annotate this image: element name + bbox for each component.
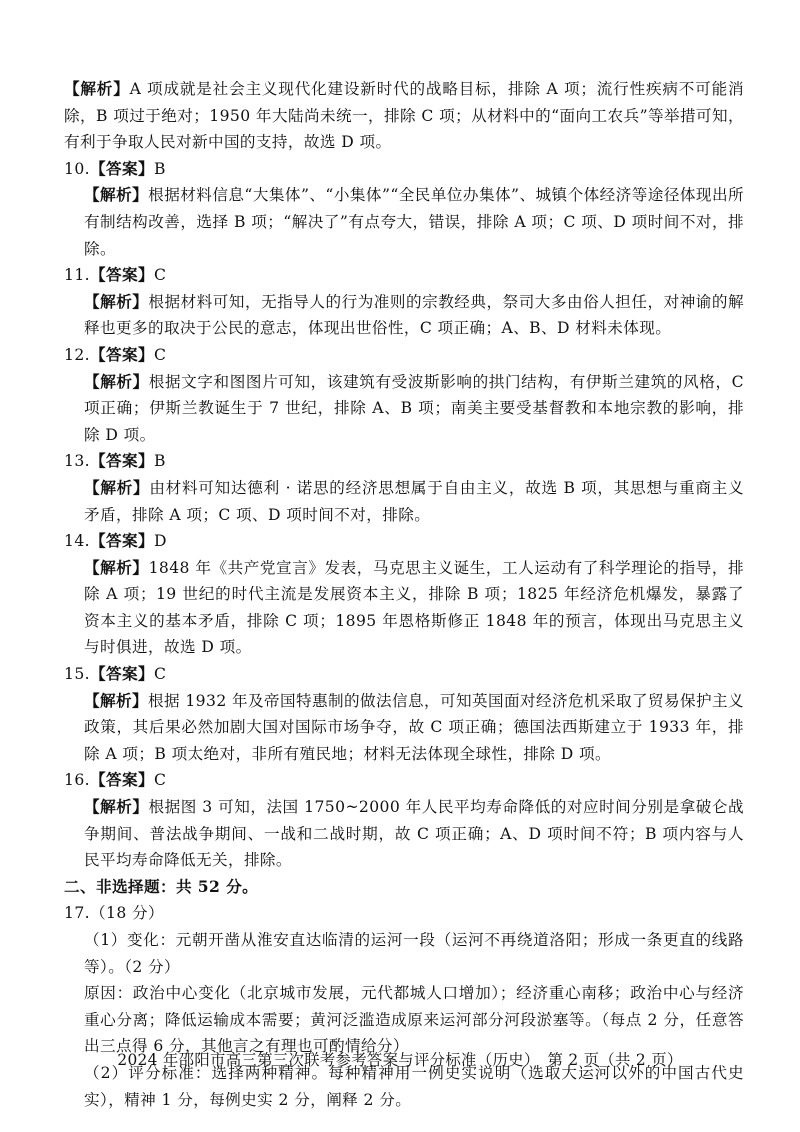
q10-analysis <box>64 182 744 262</box>
q12-answer <box>64 342 744 369</box>
question-number: 13. <box>64 452 90 471</box>
q15-answer <box>64 661 744 688</box>
answer-label: 【答案】 <box>90 344 154 364</box>
q17-part1-change: （1）变化：元朝开凿从淮安直达临清的运河一段（运河不再绕道洛阳；形成一条更直的线路等）。（2 分） <box>84 931 744 976</box>
answer-value: B <box>153 452 166 471</box>
question-number: 15. <box>64 665 90 684</box>
q15-analysis <box>64 688 744 768</box>
q13-analysis <box>64 475 744 528</box>
answer-label: 【答案】 <box>90 158 154 178</box>
analysis-label: 【解析】 <box>84 185 149 205</box>
q9-analysis <box>64 76 744 156</box>
answer-value: B <box>153 159 166 178</box>
answer-value: D <box>153 532 167 551</box>
question-number: 17. <box>64 904 90 923</box>
q14-answer <box>64 528 744 555</box>
answer-value: C <box>153 771 167 790</box>
analysis-label: 【解析】 <box>64 79 130 98</box>
analysis-label: 【解析】 <box>84 690 148 710</box>
q16-answer <box>64 767 744 794</box>
analysis-text: 根据图 3 可知，法国 1750~2000 年人民平均寿命降低的对应时间分别是拿破仑战争期间、普法战争期间、一战和二战时期，故 C 项正确；A、D 项时间不符；B 项内容与人民平均寿命降低无关，排除。 <box>84 798 744 870</box>
answer-value: C <box>153 266 167 285</box>
question-number: 16. <box>64 771 90 790</box>
analysis-label: 【解析】 <box>84 371 149 391</box>
question-number: 11. <box>64 266 90 285</box>
analysis-label: 【解析】 <box>84 477 150 497</box>
q16-analysis <box>64 794 744 874</box>
answer-value: C <box>153 665 167 684</box>
q11-analysis <box>64 289 744 342</box>
analysis-label: 【解析】 <box>84 797 149 817</box>
q12-analysis <box>64 369 744 449</box>
question-score: （18 分） <box>90 904 164 923</box>
analysis-text: 根据文字和图图片可知，该建筑有受波斯影响的拱门结构，有伊斯兰建筑的风格，C 项正确；伊斯兰教诞生于 7 世纪，排除 A、B 项；南美主要受基督教和本地宗教的影响，排除 D 项。 <box>84 372 744 444</box>
analysis-text: 1848 年《共产党宣言》发表，马克思主义诞生，工人运动有了科学理论的指导，排除 A 项；19 世纪的时代主流是发展资本主义，排除 B 项；1825 年经济危机爆发，暴露了资本主义的基本矛盾，排除 C 项；1895 年恩格斯修正 1848 年的预言，体现出马克思主义与时俱进，故选 D 项。 <box>84 558 744 657</box>
analysis-text: 由材料可知达德利 · 诺思的经济思想属于自由主义，故选 B 项，其思想与重商主义矛盾，排除 A 项；C 项、D 项时间不对，排除。 <box>84 478 744 524</box>
q17-header <box>64 900 744 927</box>
answer-value: C <box>153 345 167 364</box>
analysis-text: 根据材料信息“大集体”、“小集体”“全民单位办集体”、城镇个体经济等途径体现出所有制结构改善，选择 B 项；“解决了”有点夸大，错误，排除 A 项；C 项、D 项时间不对，排除。 <box>84 186 744 258</box>
q14-analysis <box>64 555 744 661</box>
analysis-text: 根据 1932 年及帝国特惠制的做法信息，可知英国面对经济危机采取了贸易保护主义政策，其后果必然加剧大国对国际市场争夺，故 C 项正确；德国法西斯建立于 1933 年，排除 A 项；B 项太绝对，非所有殖民地；材料无法体现全球性，排除 D 项。 <box>84 691 744 763</box>
q10-answer <box>64 156 744 183</box>
q17-part1-reason: 原因：政治中心变化（北京城市发展，元代都城人口增加）；经济重心南移；政治中心与经济重心分离；降低运输成本需要；黄河泛滥造成原来运河部分河段淤塞等。（每点 2 分，任意答出三点得 6 分，其他言之有理也可酌情给分） <box>84 984 744 1056</box>
answer-label: 【答案】 <box>90 265 154 285</box>
page-footer: 2024 年邵阳市高三第三次联考参考答案与评分标准（历史） 第 2 页（共 2 页） <box>117 1051 683 1069</box>
answer-label: 【答案】 <box>90 770 154 790</box>
question-number: 10. <box>64 159 90 178</box>
answer-label: 【答案】 <box>90 664 154 684</box>
q17-part2: （2）评分标准：选择两种精神。每种精神用一例史实说明（选取大运河以外的中国古代史实），精神 1 分，每例史实 2 分，阐释 2 分。 <box>84 1063 744 1109</box>
analysis-text: A 项成就是社会主义现代化建设新时代的战略目标，排除 A 项；流行性疾病不可能消除，B 项过于绝对；1950 年大陆尚未统一，排除 C 项；从材料中的“面向工农兵”等举措可知，有利于争取人民对新中国的支持，故选 D 项。 <box>64 80 744 152</box>
analysis-label: 【解析】 <box>84 291 149 311</box>
question-number: 14. <box>64 532 90 551</box>
section-title: 二、非选择题：共 52 分。 <box>64 876 259 896</box>
q11-answer <box>64 262 744 289</box>
analysis-text: 根据材料可知，无指导人的行为准则的宗教经典，祭司大多由俗人担任，对神谕的解释也更多的取决于公民的意志，体现出世俗性，C 项正确；A、B、D 材料未体现。 <box>84 292 744 338</box>
answer-label: 【答案】 <box>90 451 154 471</box>
answer-key-page <box>64 76 744 1113</box>
analysis-label: 【解析】 <box>84 557 149 577</box>
q13-answer <box>64 448 744 475</box>
answer-label: 【答案】 <box>90 531 154 551</box>
question-number: 12. <box>64 345 90 364</box>
